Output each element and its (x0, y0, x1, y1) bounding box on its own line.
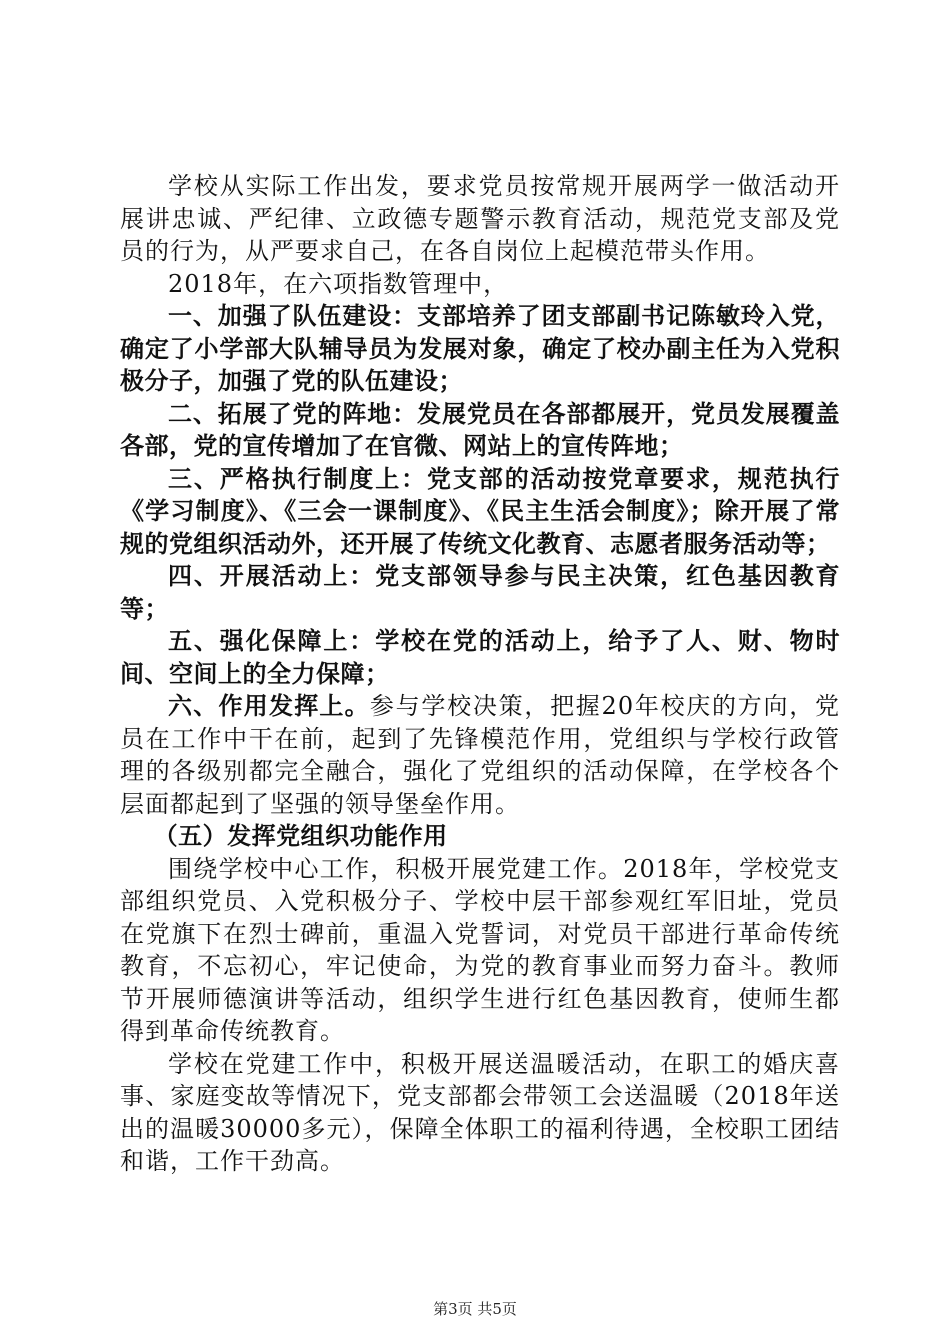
document-body (120, 170, 840, 1178)
paragraph-item-1: 一、加强了队伍建设：支部培养了团支部副书记陈敏玲入党，确定了小学部大队辅导员为发展对象，确定了校办副主任为入党积极分子，加强了党的队伍建设； (120, 302, 840, 395)
section-heading: （五）发挥党组织功能作用 (153, 822, 448, 850)
paragraph-item-2: 二、拓展了党的阵地：发展党员在各部都展开，党员发展覆盖各部，党的宣传增加了在官微、网站上的宣传阵地； (120, 399, 840, 460)
paragraph-item-6 (120, 690, 840, 820)
paragraph-item-3: 三、严格执行制度上：党支部的活动按党章要求，规范执行《学习制度》、《三会一课制度》、《民主生活会制度》；除开展了常规的党组织活动外，还开展了传统文化教育、志愿者服务活动等； (120, 464, 840, 558)
paragraph-party-work: 围绕学校中心工作，积极开展党建工作。2018年，学校党支部组织党员、入党积极分子、学校中层干部参观红军旧址，党员在党旗下在烈士碑前，重温入党誓词，对党员干部进行革命传统教育，不忘初心，牢记使命，为党的教育事业而努力奋斗。教师节开展师德演讲等活动，组织学生进行红色基因教育，使师生都得到革命传统教育。 (120, 854, 840, 1045)
paragraph-item-6-lead: 六、作用发挥上。 (168, 692, 370, 720)
paragraph-item-4: 四、开展活动上：党支部领导参与民主决策，红色基因教育等； (120, 562, 840, 623)
paragraph-warmth: 学校在党建工作中，积极开展送温暖活动，在职工的婚庆喜事、家庭变故等情况下，党支部都会带领工会送温暖（2018年送出的温暖30000多元），保障全体职工的福利待遇，全校职工团结和谐，工作干劲高。 (120, 1049, 840, 1175)
paragraph-item-6-text: 参与学校决策，把握20年校庆的方向，党员在工作中干在前，起到了先锋模范作用，党组织与学校行政管理的各级别都完全融合，强化了党组织的活动保障，在学校各个层面都起到了坚强的领导堡垒作用。 (120, 692, 840, 818)
page-number-footer: 第3页 共5页 (433, 1300, 517, 1318)
paragraph-2018-index: 2018年，在六项指数管理中， (168, 269, 509, 298)
paragraph-item-5: 五、强化保障上：学校在党的活动上，给予了人、财、物时间、空间上的全力保障； (120, 627, 840, 688)
paragraph-intro: 学校从实际工作出发，要求党员按常规开展两学一做活动开展讲忠诚、严纪律、立政德专题警示教育活动，规范党支部及党员的行为，从严要求自己，在各自岗位上起模范带头作用。 (120, 172, 840, 265)
